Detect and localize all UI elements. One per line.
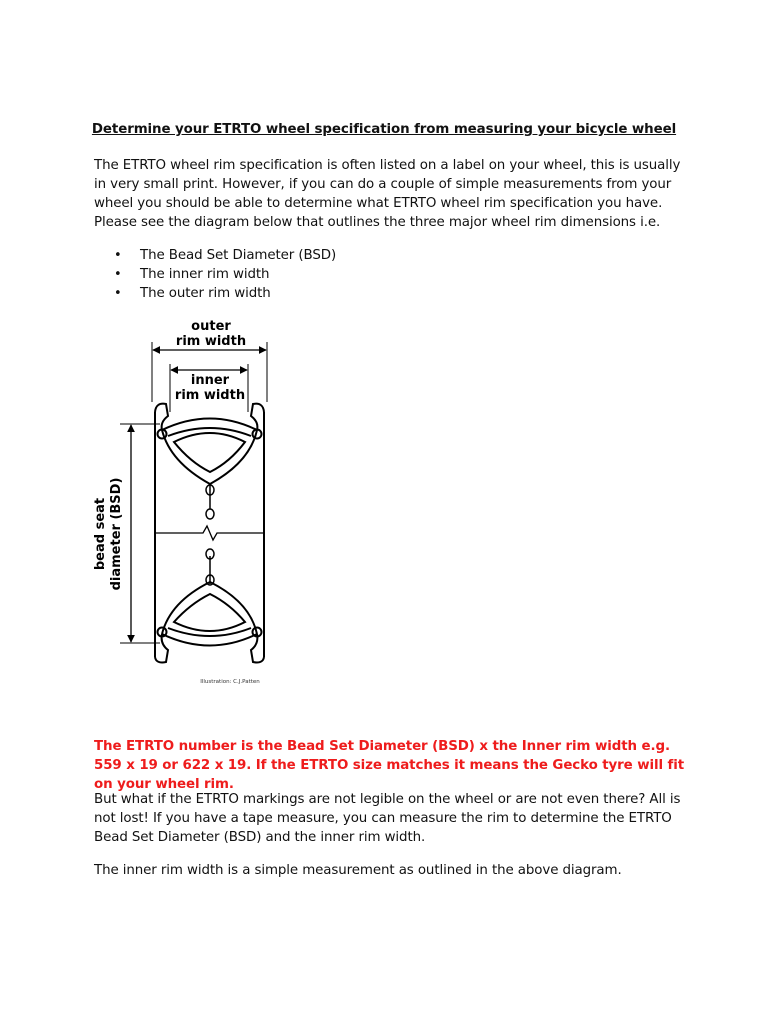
document-title: Determine your ETRTO wheel specification from measuring your bicycle wheel [91, 122, 677, 137]
dimension-list [114, 246, 336, 303]
inner-width-paragraph: The inner rim width is a simple measurement as outlined in the above diagram. [94, 863, 622, 878]
measurement-paragraph: But what if the ETRTO markings are not legible on the wheel or are not even there? All is not lost! If you have a tape measure, you can measure the rim to determine the ETRTO Bead Set Diameter (BSD) and the inner rim width. [94, 792, 681, 845]
etrto-explanation-highlight: The ETRTO number is the Bead Set Diameter (BSD) x the Inner rim width e.g. 559 x 19 or 622 x 19. If the ETRTO size matches it means the Gecko tyre will fit on your wheel rim. [94, 739, 685, 792]
inner-rim-width-label-line1: inner [190, 373, 230, 388]
top-rim-section [155, 404, 264, 484]
bsd-label [93, 478, 124, 591]
list-item-outer-width: • The outer rim width [114, 284, 336, 303]
outer-rim-width-label-line1: outer [191, 319, 231, 334]
spoke-top [206, 484, 214, 519]
bottom-rim-section [155, 582, 264, 662]
outer-rim-width-label-line2: rim width [175, 334, 247, 349]
bsd-label-line1: bead seat [93, 497, 108, 571]
spoke-bottom [206, 549, 214, 585]
illustration-credit: Illustration: C.J.Patten [200, 679, 260, 685]
list-item-inner-width: • The inner rim width [114, 265, 336, 284]
break-line [156, 526, 264, 540]
list-item-bsd: • The Bead Set Diameter (BSD) [114, 246, 336, 265]
rim-dimension-diagram [80, 312, 290, 692]
intro-paragraph: The ETRTO wheel rim specification is often listed on a label on your wheel, this is usually in very small print. However, if you can do a couple of simple measurements from your wheel you should be able to determine what ETRTO wheel rim specification you have. Please see the diagram below that outlines the three major wheel rim dimensions i.e. [94, 158, 681, 230]
bsd-label-line2: diameter (BSD) [109, 477, 124, 591]
inner-rim-width-label-line2: rim width [174, 388, 246, 403]
